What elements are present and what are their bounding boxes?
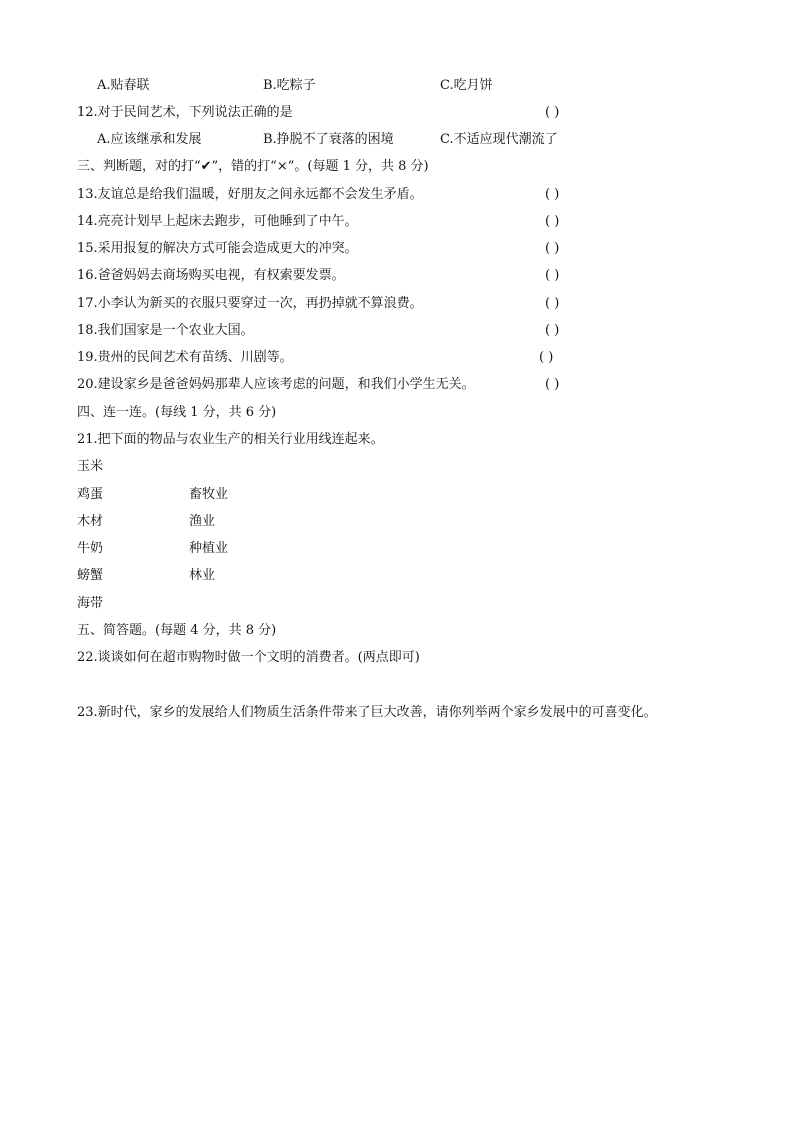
q18-answer-paren: ( ) bbox=[545, 323, 560, 338]
match-item-corn: 玉米 bbox=[77, 459, 104, 474]
match-item-milk: 牛奶 bbox=[77, 541, 104, 556]
section3-heading: 三、判断题，对的打“✔”，错的打“×”。(每题 1 分，共 8 分) bbox=[77, 159, 429, 174]
q16-text: 16.爸爸妈妈去商场购买电视，有权索要发票。 bbox=[77, 268, 345, 283]
q15-text: 15.采用报复的解决方式可能会造成更大的冲突。 bbox=[77, 241, 358, 256]
q19-answer-paren: ( ) bbox=[539, 350, 554, 365]
match-item-kelp: 海带 bbox=[77, 596, 104, 611]
match-industry-fishery: 渔业 bbox=[189, 514, 216, 529]
section5-heading: 五、简答题。(每题 4 分，共 8 分) bbox=[77, 623, 277, 638]
match-item-crab: 螃蟹 bbox=[77, 568, 104, 583]
match-item-timber: 木材 bbox=[77, 514, 104, 529]
q14-answer-paren: ( ) bbox=[545, 214, 560, 229]
q19-text: 19.贵州的民间艺术有苗绣、川剧等。 bbox=[77, 350, 293, 365]
q14-text: 14.亮亮计划早上起床去跑步，可他睡到了中午。 bbox=[77, 214, 358, 229]
q12-answer-paren: ( ) bbox=[545, 105, 560, 120]
q13-text: 13.友谊总是给我们温暖，好朋友之间永远都不会发生矛盾。 bbox=[77, 187, 423, 202]
q12-stem: 12.对于民间艺术，下列说法正确的是 bbox=[77, 105, 293, 120]
q12-option-b: B.挣脱不了衰落的困境 bbox=[263, 132, 394, 147]
q11-option-b: B.吃粽子 bbox=[263, 78, 316, 93]
q13-answer-paren: ( ) bbox=[545, 187, 560, 202]
q21-question: 21.把下面的物品与农业生产的相关行业用线连起来。 bbox=[77, 432, 384, 447]
q20-answer-paren: ( ) bbox=[545, 377, 560, 392]
q18-text: 18.我们国家是一个农业大国。 bbox=[77, 323, 254, 338]
q20-text: 20.建设家乡是爸爸妈妈那辈人应该考虑的问题，和我们小学生无关。 bbox=[77, 377, 475, 392]
match-industry-animal-husbandry: 畜牧业 bbox=[189, 487, 229, 502]
section4-heading: 四、连一连。(每线 1 分，共 6 分) bbox=[77, 405, 277, 420]
q17-text: 17.小李认为新买的衣服只要穿过一次，再扔掉就不算浪费。 bbox=[77, 296, 423, 311]
q15-answer-paren: ( ) bbox=[545, 241, 560, 256]
q17-answer-paren: ( ) bbox=[545, 296, 560, 311]
q12-option-a: A.应该继承和发展 bbox=[97, 132, 202, 147]
q12-option-c: C.不适应现代潮流了 bbox=[440, 132, 558, 147]
q11-option-c: C.吃月饼 bbox=[440, 78, 493, 93]
match-industry-planting: 种植业 bbox=[189, 541, 229, 556]
q23-text: 23.新时代，家乡的发展给人们物质生活条件带来了巨大改善，请你列举两个家乡发展中的可喜变化。 bbox=[77, 705, 657, 720]
q22-text: 22.谈谈如何在超市购物时做一个文明的消费者。(两点即可) bbox=[77, 650, 420, 665]
q11-option-a: A.贴春联 bbox=[97, 78, 150, 93]
q16-answer-paren: ( ) bbox=[545, 268, 560, 283]
match-item-egg: 鸡蛋 bbox=[77, 487, 104, 502]
match-industry-forestry: 林业 bbox=[189, 568, 216, 583]
